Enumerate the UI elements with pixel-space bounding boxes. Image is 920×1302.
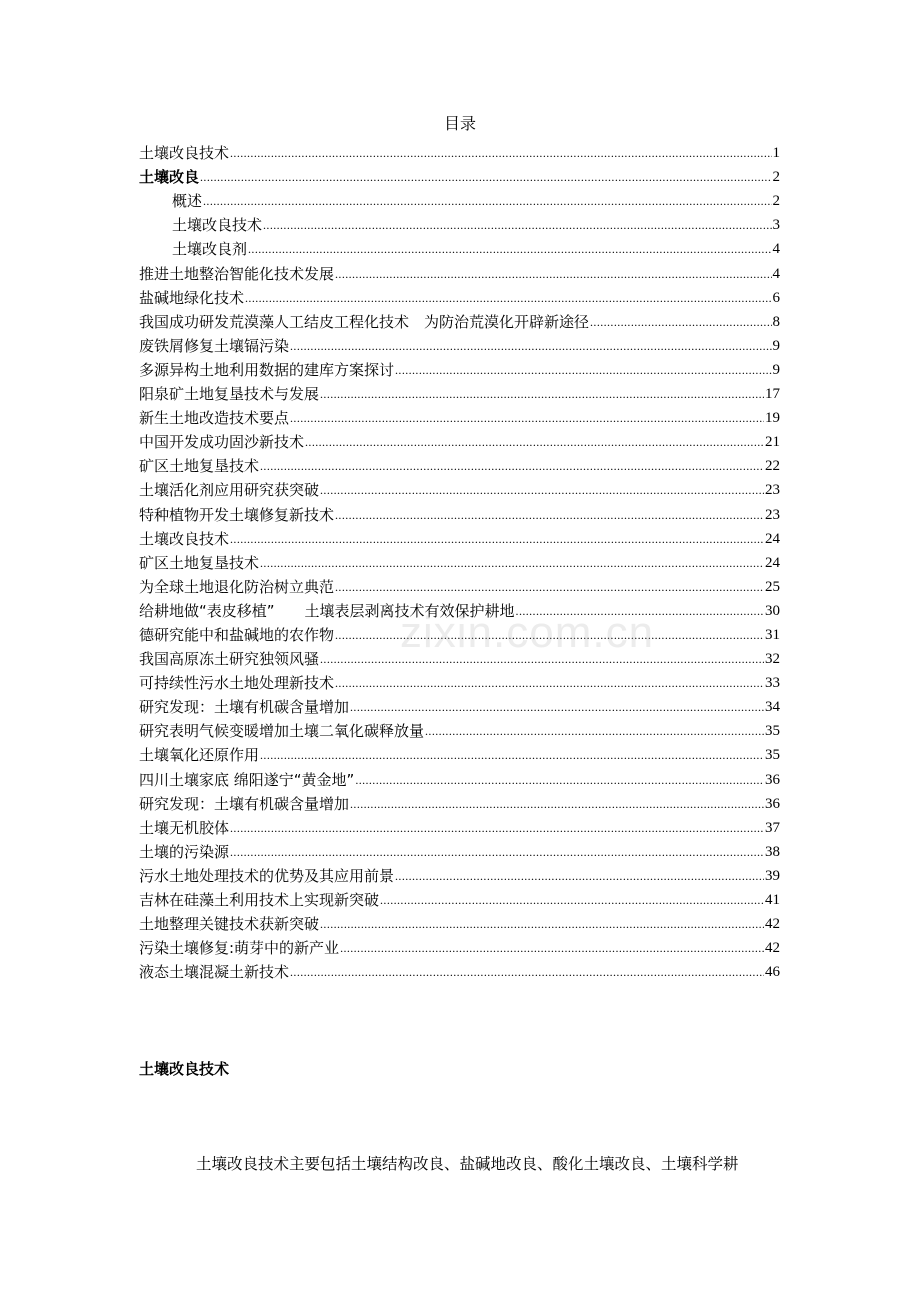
toc-leader-dots (320, 386, 764, 404)
toc-leader-dots (335, 675, 764, 693)
toc-entry-page: 19 (765, 410, 780, 427)
toc-entry[interactable] (139, 717, 780, 741)
toc-leader-dots (245, 290, 771, 308)
toc-entry-title: 土壤改良剂 (172, 240, 248, 259)
toc-entry-page: 42 (765, 940, 780, 957)
toc-entry[interactable] (139, 404, 780, 428)
toc-leader-dots (290, 338, 771, 356)
toc-leader-dots (355, 772, 764, 790)
toc-entry-title: 土壤改良技术 (139, 144, 230, 163)
toc-leader-dots (230, 145, 771, 163)
toc-entry-page: 35 (765, 747, 780, 764)
toc-entry[interactable] (139, 500, 780, 524)
toc-entry-title: 可持续性污水土地处理新技术 (139, 674, 335, 693)
toc-entry-page: 24 (765, 530, 780, 547)
toc-entry-page: 23 (765, 482, 780, 499)
toc-entry-title: 中国开发成功固沙新技术 (139, 433, 305, 452)
toc-entry[interactable] (139, 452, 780, 476)
toc-entry-title: 污水土地处理技术的优势及其应用前景 (139, 866, 395, 885)
toc-entry-title: 土壤的污染源 (139, 842, 230, 861)
toc-entry-title: 土壤活化剂应用研究获突破 (139, 481, 320, 500)
toc-entry[interactable] (139, 163, 780, 187)
toc-entry-page: 41 (765, 892, 780, 908)
toc-leader-dots (380, 892, 764, 910)
toc-entry-page: 31 (765, 626, 780, 643)
toc-entry-title: 土地整理关键技术获新突破 (139, 915, 320, 934)
toc-entry-page: 37 (765, 819, 780, 836)
toc-entry[interactable] (139, 259, 780, 283)
toc-entry-title: 吉林在硅藻土利用技术上实现新突破 (139, 891, 380, 909)
toc-entry[interactable] (139, 525, 780, 549)
toc-entry-page: 17 (765, 386, 780, 403)
toc-entry[interactable] (139, 790, 780, 814)
table-of-contents (139, 139, 780, 982)
toc-entry-title: 我国高原冻土研究独领风骚 (139, 650, 320, 669)
toc-entry[interactable] (139, 693, 780, 717)
toc-entry[interactable] (139, 814, 780, 838)
toc-entry-page: 21 (765, 434, 780, 451)
toc-entry[interactable] (139, 380, 780, 404)
toc-entry-title: 研究发现：土壤有机碳含量增加 (139, 794, 350, 813)
toc-entry[interactable] (139, 934, 780, 958)
toc-leader-dots (290, 410, 764, 428)
toc-entry[interactable] (139, 235, 780, 259)
toc-leader-dots (230, 820, 764, 838)
toc-entry-page: 46 (765, 964, 780, 981)
toc-entry[interactable] (139, 765, 780, 789)
toc-entry[interactable] (139, 669, 780, 693)
toc-entry[interactable] (139, 356, 780, 380)
toc-entry[interactable] (139, 549, 780, 573)
toc-leader-dots (260, 458, 764, 476)
toc-entry-title: 盐碱地绿化技术 (139, 288, 245, 307)
toc-entry[interactable] (139, 645, 780, 669)
toc-entry[interactable] (139, 886, 780, 910)
toc-entry-title: 推进土地整治智能化技术发展 (139, 264, 335, 283)
toc-entry-page: 2 (772, 169, 780, 186)
toc-entry-page: 6 (772, 289, 780, 306)
toc-entry-page: 42 (765, 916, 780, 933)
toc-entry-title: 四川土壤家底 绵阳遂宁“黄金地” (139, 770, 355, 789)
toc-entry-page: 9 (772, 337, 780, 354)
toc-entry-page: 32 (765, 651, 780, 668)
toc-leader-dots (335, 627, 764, 645)
toc-entry-page: 4 (772, 241, 780, 258)
toc-entry-page: 4 (772, 265, 780, 282)
toc-entry-title: 污染土壤修复:萌芽中的新产业 (139, 939, 340, 958)
toc-entry-page: 30 (765, 602, 780, 619)
toc-leader-dots (230, 844, 764, 862)
toc-leader-dots (320, 651, 764, 669)
toc-entry[interactable] (139, 308, 780, 332)
toc-leader-dots (290, 964, 764, 982)
toc-entry[interactable] (139, 476, 780, 500)
toc-entry-title: 阳泉矿土地复垦技术与发展 (139, 385, 320, 404)
toc-entry-page: 36 (765, 771, 780, 788)
toc-leader-dots (340, 940, 764, 958)
toc-entry-title: 特种植物开发土壤修复新技术 (139, 505, 335, 524)
toc-leader-dots (320, 482, 764, 500)
toc-leader-dots (335, 266, 771, 284)
toc-entry-title: 德研究能中和盐碱地的农作物 (139, 625, 335, 644)
toc-entry-title: 土壤改良技术 (172, 216, 263, 235)
toc-leader-dots (200, 169, 771, 187)
toc-title: 目录 (443, 114, 476, 133)
toc-entry-page: 2 (772, 193, 780, 210)
toc-entry[interactable] (139, 838, 780, 862)
toc-entry-title: 新生土地改造技术要点 (139, 409, 290, 428)
toc-entry[interactable] (139, 621, 780, 645)
toc-entry-page: 24 (765, 554, 780, 571)
toc-leader-dots (335, 507, 764, 525)
toc-leader-dots (425, 723, 764, 741)
watermark: zixin.com.cn (400, 608, 655, 657)
toc-entry[interactable] (139, 862, 780, 886)
toc-leader-dots (248, 241, 771, 259)
toc-entry[interactable] (139, 597, 780, 621)
toc-entry-title: 液态土壤混凝土新技术 (139, 963, 290, 982)
toc-entry-title: 给耕地做“表皮移植” 土壤表层剥离技术有效保护耕地 (139, 601, 515, 620)
toc-entry[interactable] (139, 332, 780, 356)
toc-entry-title: 概述 (172, 192, 203, 211)
section-heading: 土壤改良技术 (139, 1060, 230, 1078)
toc-entry[interactable] (139, 284, 780, 308)
toc-entry-page: 22 (765, 458, 780, 475)
toc-leader-dots (350, 796, 764, 814)
toc-leader-dots (395, 362, 771, 380)
toc-entry-page: 8 (772, 313, 780, 330)
toc-entry-page: 3 (772, 217, 780, 234)
toc-entry[interactable] (139, 187, 780, 211)
toc-leader-dots (260, 747, 764, 765)
toc-entry[interactable] (139, 573, 780, 597)
toc-leader-dots (305, 434, 764, 452)
toc-entry-page: 35 (765, 723, 780, 740)
toc-entry-title: 研究表明气候变暖增加土壤二氧化碳释放量 (139, 722, 425, 741)
toc-entry-page: 23 (765, 506, 780, 523)
toc-leader-dots (335, 579, 764, 597)
toc-leader-dots (350, 699, 764, 717)
toc-entry-title: 我国成功研发荒漠藻人工结皮工程化技术 为防治荒漠化开辟新途径 (139, 312, 590, 331)
toc-entry-title: 为全球土地退化防治树立典范 (139, 577, 335, 596)
toc-entry-page: 36 (765, 795, 780, 812)
toc-entry-title: 土壤氧化还原作用 (139, 746, 260, 765)
toc-entry-page: 33 (765, 675, 780, 692)
toc-leader-dots (263, 217, 771, 235)
toc-entry-title: 矿区土地复垦技术 (139, 457, 260, 476)
toc-entry-page: 9 (772, 361, 780, 378)
toc-entry[interactable] (139, 139, 780, 163)
toc-entry-page: 34 (765, 699, 780, 716)
toc-entry-title: 土壤改良技术 (139, 529, 230, 548)
toc-leader-dots (516, 603, 764, 621)
toc-leader-dots (320, 916, 764, 934)
toc-leader-dots (590, 314, 771, 332)
toc-entry-title: 土壤无机胶体 (139, 818, 230, 837)
toc-entry[interactable] (139, 428, 780, 452)
body-paragraph: 土壤改良技术主要包括土壤结构改良、盐碱地改良、酸化土壤改良、土壤科学耕 (196, 1155, 739, 1173)
toc-entry-title: 矿区土地复垦技术 (139, 553, 260, 572)
toc-entry[interactable] (139, 211, 780, 235)
toc-entry-page: 25 (765, 578, 780, 595)
toc-entry-page: 38 (765, 843, 780, 860)
toc-entry[interactable] (139, 741, 780, 765)
toc-entry-title: 废铁屑修复土壤镉污染 (139, 336, 290, 355)
toc-leader-dots (230, 531, 764, 549)
toc-leader-dots (395, 868, 764, 886)
toc-entry-page: 39 (765, 867, 780, 884)
toc-entry-page: 1 (772, 145, 780, 162)
toc-leader-dots (203, 193, 771, 211)
toc-leader-dots (260, 555, 764, 573)
toc-entry[interactable] (139, 958, 780, 982)
toc-entry-title: 土壤改良 (139, 168, 200, 187)
toc-entry[interactable] (139, 910, 780, 934)
toc-entry-title: 研究发现：土壤有机碳含量增加 (139, 698, 350, 717)
toc-entry-title: 多源异构土地利用数据的建库方案探讨 (139, 360, 395, 379)
